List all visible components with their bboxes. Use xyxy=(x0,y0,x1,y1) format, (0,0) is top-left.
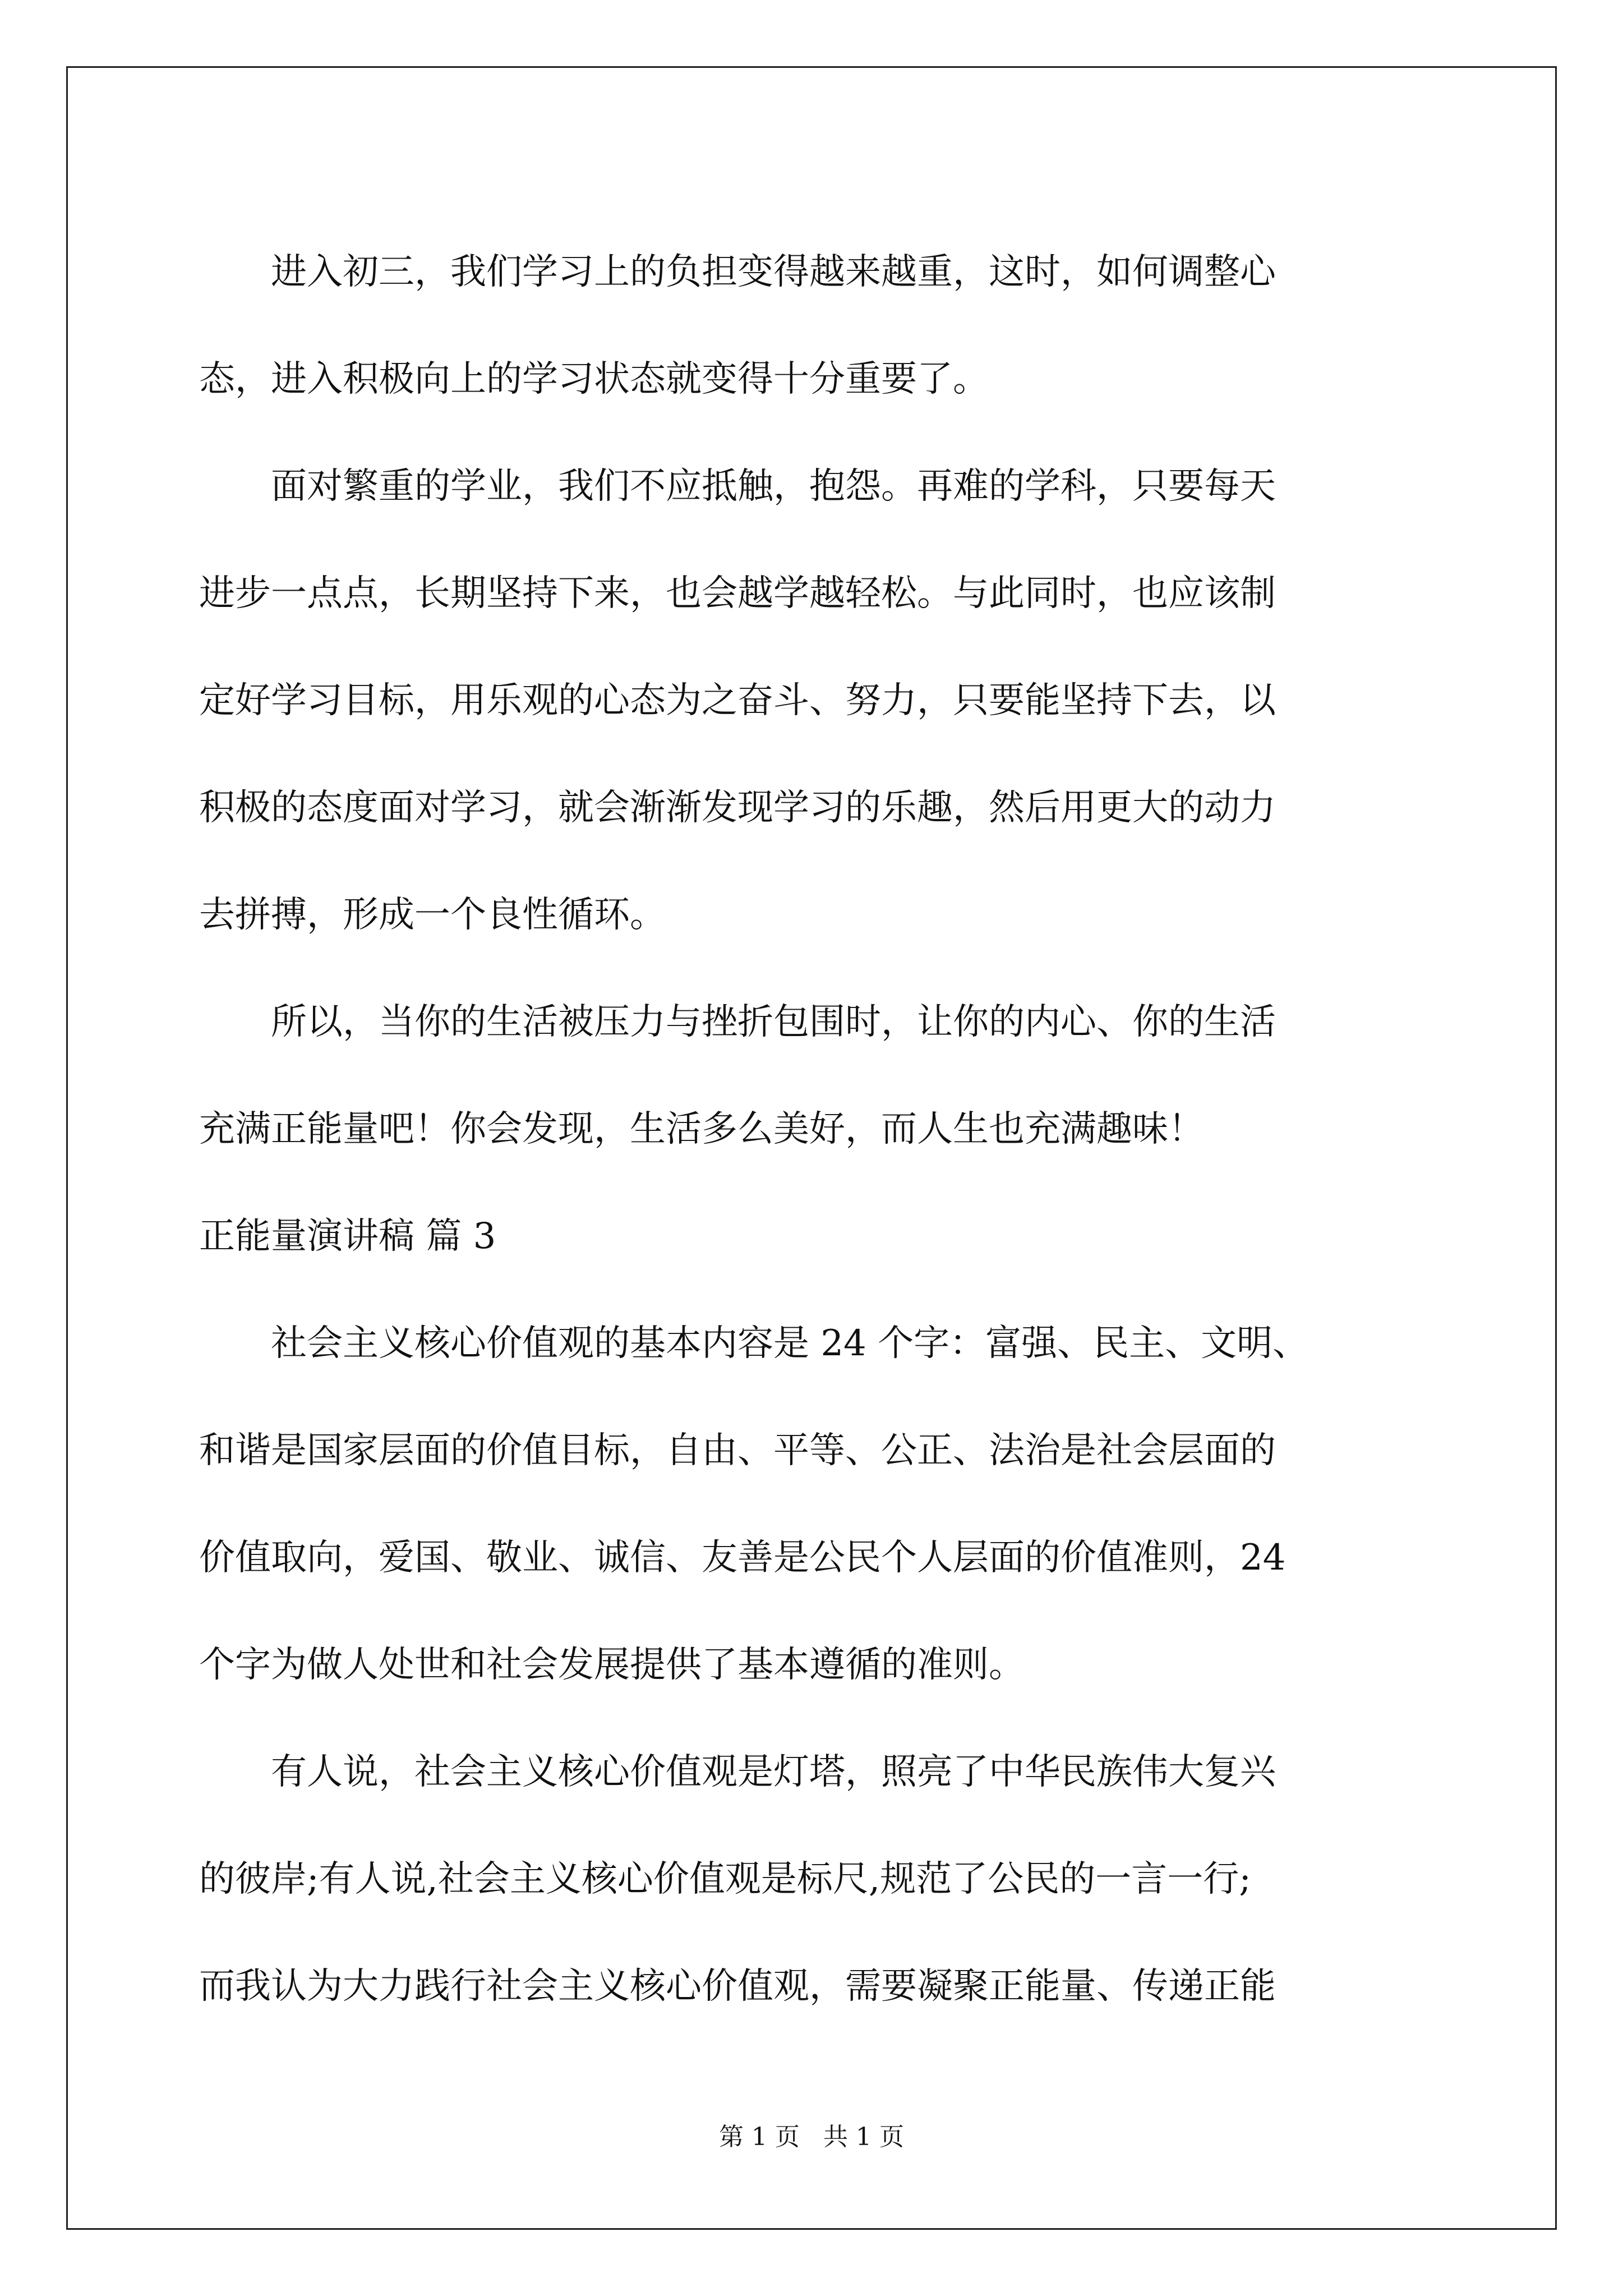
text-line: 的彼岸;有人说,社会主义核心价值观是标尺,规范了公民的一言一行; xyxy=(199,1858,1251,1900)
text-line: 积极的态度面对学习，就会渐渐发现学习的乐趣，然后用更大的动力 xyxy=(199,787,1276,829)
text-line: 定好学习目标，用乐观的心态为之奋斗、努力，只要能坚持下去，以 xyxy=(199,680,1276,721)
paragraph-4 xyxy=(199,1290,1422,1719)
text-line: 和谐是国家层面的价值目标，自由、平等、公正、法治是社会层面的 xyxy=(199,1430,1276,1471)
page-number: 第 1 页 xyxy=(719,2123,800,2151)
text-line: 价值取向，爱国、敬业、诚信、友善是公民个人层面的价值准则，24 xyxy=(199,1537,1286,1579)
paragraph-2 xyxy=(199,433,1422,969)
text-line: 有人说，社会主义核心价值观是灯塔，照亮了中华民族伟大复兴 xyxy=(271,1751,1276,1793)
text-line: 而我认为大力践行社会主义核心价值观，需要凝聚正能量、传递正能 xyxy=(199,1966,1276,2007)
text-line: 充满正能量吧！你会发现，生活多么美好，而人生也充满趣味！ xyxy=(199,1108,1204,1150)
section-heading xyxy=(199,1183,1422,1290)
text-line: 去拼搏，形成一个良性循环。 xyxy=(199,894,666,936)
text-line: 进步一点点，长期坚持下来，也会越学越轻松。与此同时，也应该制 xyxy=(199,573,1276,614)
heading-text: 正能量演讲稿 篇 3 xyxy=(199,1216,496,1257)
paragraph-5 xyxy=(199,1719,1422,2040)
text-line: 个字为做人处世和社会发展提供了基本遵循的准则。 xyxy=(199,1644,1025,1686)
text-line: 所以，当你的生活被压力与挫折包围时，让你的内心、你的生活 xyxy=(271,1001,1276,1043)
page-footer xyxy=(0,2120,1623,2154)
page-total: 共 1 页 xyxy=(823,2123,904,2151)
text-line: 态，进入积极向上的学习状态就变得十分重要了。 xyxy=(199,358,989,400)
document-body xyxy=(199,219,1422,2040)
paragraph-1 xyxy=(199,219,1422,433)
text-line: 面对繁重的学业，我们不应抵触，抱怨。再难的学科，只要每天 xyxy=(271,466,1276,507)
paragraph-3 xyxy=(199,969,1422,1183)
text-line: 进入初三，我们学习上的负担变得越来越重，这时，如何调整心 xyxy=(271,251,1276,293)
text-line: 社会主义核心价值观的基本内容是 24 个字：富强、民主、文明、 xyxy=(271,1323,1309,1364)
